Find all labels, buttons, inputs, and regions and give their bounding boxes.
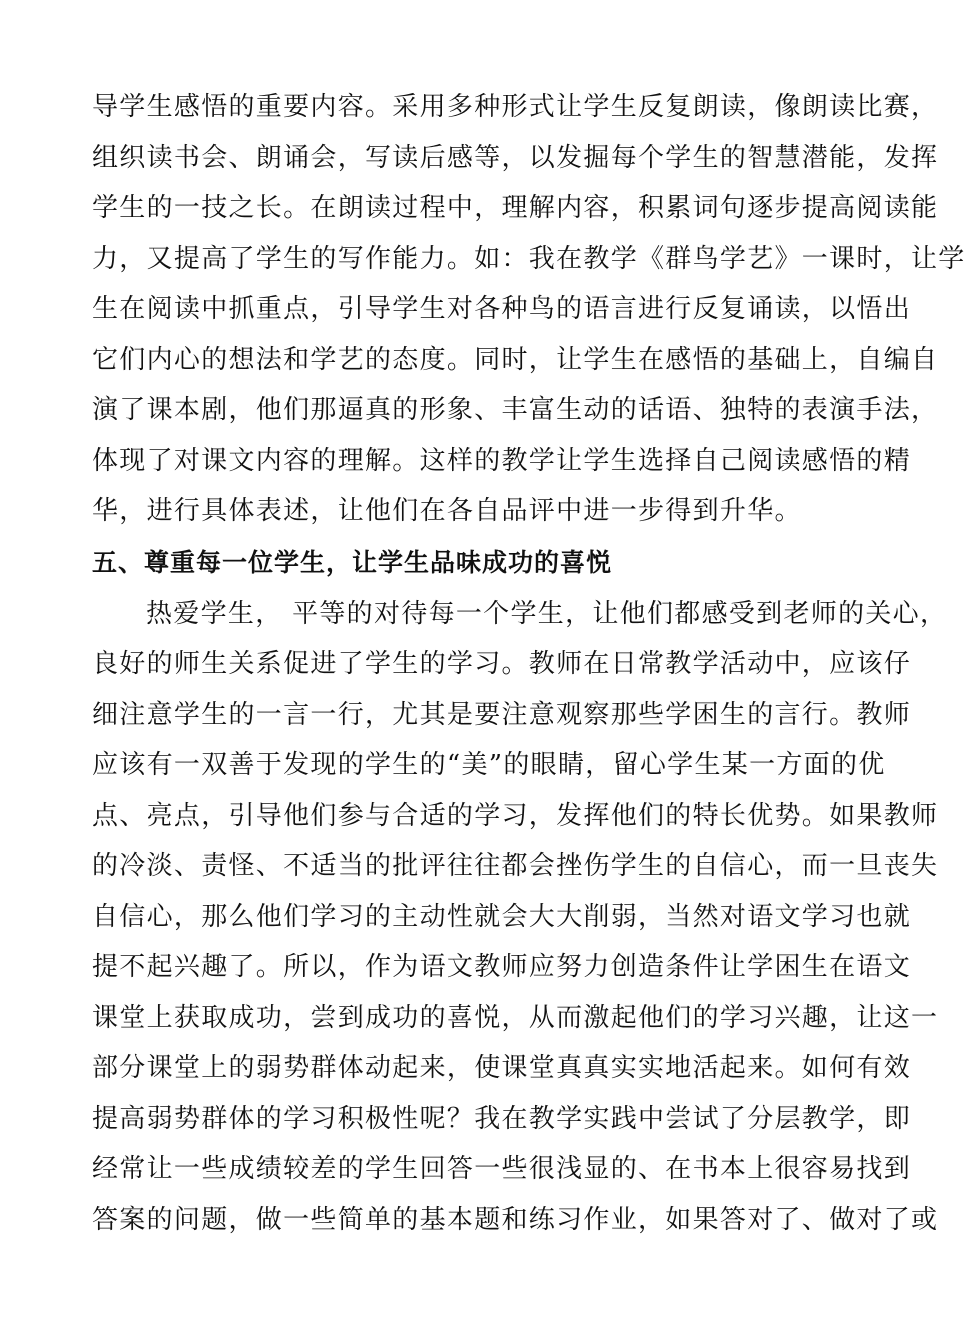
text-line-first: 热爱学生， 平等的对待每一个学生，让他们都感受到老师的关心， (146, 598, 948, 629)
text-line: 应该有一双善于发现的学生的“美”的眼睛，留心学生某一方面的优 (92, 750, 886, 780)
text-line: 良好的师生关系促进了学生的学习。教师在日常教学活动中，应该仔 (92, 649, 912, 679)
text-line: 经常让一些成绩较差的学生回答一些很浅显的、在书本上很容易找到 (92, 1154, 912, 1184)
paragraph-body (92, 589, 948, 1246)
text-line: 华，进行具体表述，让他们在各自品评中进一步得到升华。 (92, 496, 802, 526)
text-line: 组织读书会、朗诵会，写读后感等，以发掘每个学生的智慧潜能，发挥 (92, 142, 939, 173)
text-line: 生在阅读中抓重点，引导学生对各种鸟的语言进行反复诵读，以悟出 (92, 294, 912, 324)
text-line: 提高弱势群体的学习积极性呢？我在教学实践中尝试了分层教学，即 (92, 1103, 912, 1134)
text-line: 部分课堂上的弱势群体动起来，使课堂真真实实地活起来。如何有效 (92, 1053, 912, 1083)
text-line: 提不起兴趣了。所以，作为语文教师应努力创造条件让学困生在语文 (92, 952, 912, 982)
document-page (92, 82, 966, 1245)
text-line: 的冷淡、责怪、不适当的批评往往都会挫伤学生的自信心，而一旦丧失 (92, 851, 939, 881)
text-line: 导学生感悟的重要内容。采用多种形式让学生反复朗读，像朗读比赛， (92, 92, 939, 122)
text-line: 它们内心的想法和学艺的态度。同时，让学生在感悟的基础上，自编自 (92, 344, 939, 375)
text-line: 答案的问题，做一些简单的基本题和练习作业，如果答对了、做对了或 (92, 1204, 939, 1235)
text-line: 学生的一技之长。在朗读过程中，理解内容，积累词句逐步提高阅读能 (92, 193, 939, 223)
text-line: 体现了对课文内容的理解。这样的教学让学生选择自己阅读感悟的精 (92, 445, 912, 476)
section-heading: 五、尊重每一位学生，让学生品味成功的喜悦 (92, 547, 613, 577)
text-line: 演了课本剧，他们那逼真的形象、丰富生动的话语、独特的表演手法， (92, 395, 939, 425)
text-line: 力，又提高了学生的写作能力。如：我在教学《群鸟学艺》一课时，让学 (92, 243, 966, 274)
paragraph-continued (92, 82, 966, 537)
text-line: 自信心，那么他们学习的主动性就会大大削弱，当然对语文学习也就 (92, 901, 912, 932)
text-line: 课堂上获取成功，尝到成功的喜悦，从而激起他们的学习兴趣，让这一 (92, 1002, 939, 1033)
text-line: 细注意学生的一言一行，尤其是要注意观察那些学困生的言行。教师 (92, 699, 912, 730)
text-line: 点、亮点，引导他们参与合适的学习，发挥他们的特长优势。如果教师 (92, 800, 939, 831)
